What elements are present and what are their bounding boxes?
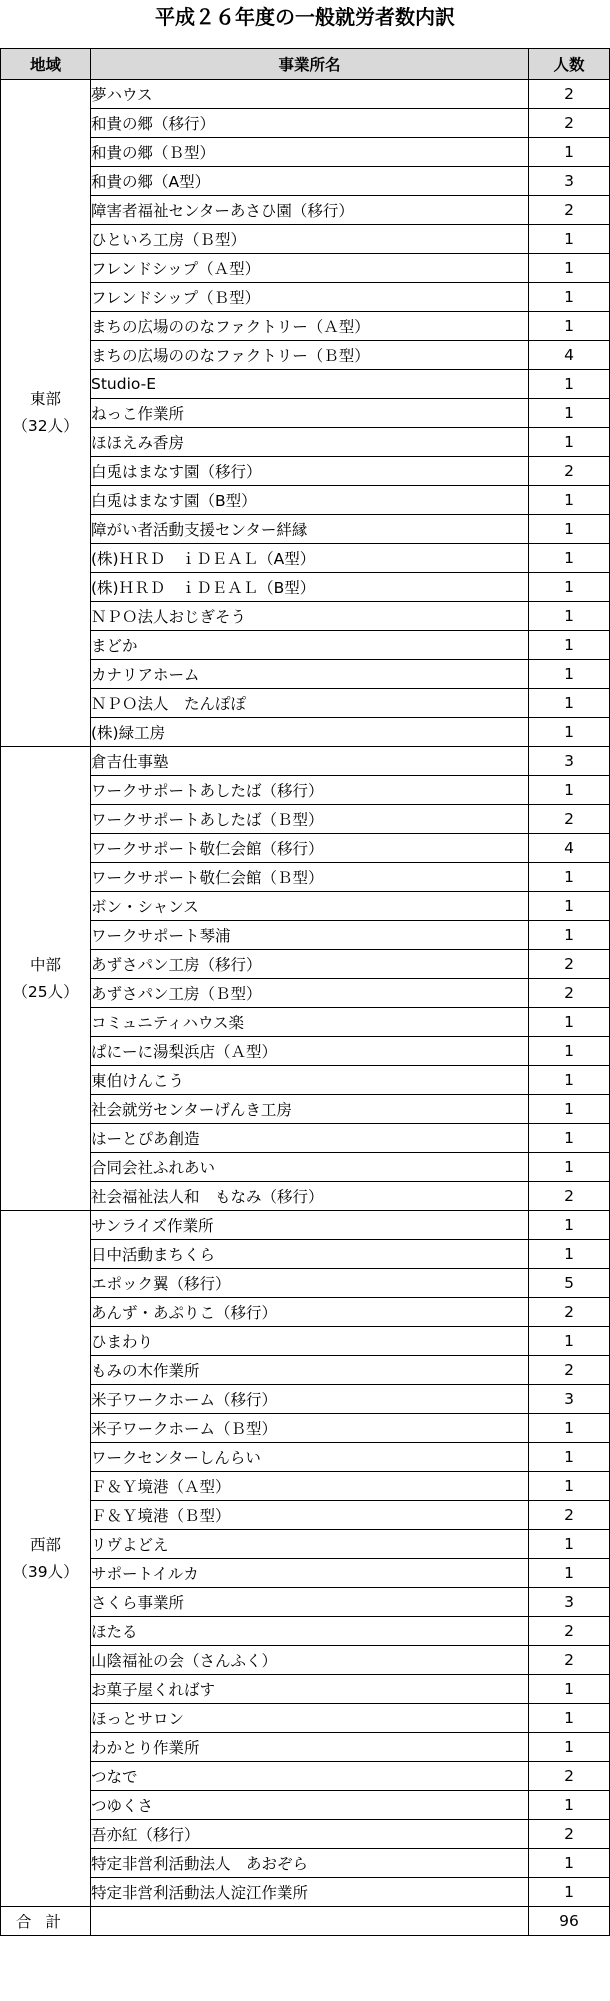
employee-count: 4	[529, 834, 610, 863]
employee-count: 1	[529, 1704, 610, 1733]
page-title: 平成２６年度の一般就労者数内訳	[155, 5, 455, 29]
table-row	[1, 979, 610, 1008]
region-cell	[1, 80, 91, 747]
office-name: ひといろ工房（Ｂ型）	[91, 225, 529, 254]
employee-count: 1	[529, 486, 610, 515]
employee-count: 1	[529, 225, 610, 254]
office-name: サポートイルカ	[91, 1559, 529, 1588]
table-row	[1, 399, 610, 428]
employee-count: 1	[529, 428, 610, 457]
region-subtotal: （25人）	[12, 982, 79, 1001]
header-region: 地域	[1, 49, 91, 80]
office-name: ほたる	[91, 1617, 529, 1646]
employee-count: 3	[529, 747, 610, 776]
region-name: 東部	[29, 390, 61, 408]
office-name: 白兎はまなす園（移行）	[91, 457, 529, 486]
employee-count: 1	[529, 1124, 610, 1153]
office-name: ねっこ作業所	[91, 399, 529, 428]
office-name: 和貴の郷（移行）	[91, 109, 529, 138]
office-name: フレンドシップ（Ｂ型）	[91, 283, 529, 312]
employee-count: 1	[529, 1849, 610, 1878]
office-name: 東伯けんこう	[91, 1066, 529, 1095]
table-row	[1, 1327, 610, 1356]
table-row	[1, 1878, 610, 1907]
office-name: ワークサポート敬仁会館（移行）	[91, 834, 529, 863]
table-row	[1, 573, 610, 602]
employee-count: 2	[529, 1356, 610, 1385]
table-row	[1, 689, 610, 718]
office-name: ワークサポートあしたば（移行）	[91, 776, 529, 805]
employee-count: 1	[529, 689, 610, 718]
office-name: Ｆ＆Ｙ境港（Ｂ型）	[91, 1501, 529, 1530]
office-name: 特定非営利活動法人淀江作業所	[91, 1878, 529, 1907]
employee-count: 1	[529, 399, 610, 428]
employee-count: 1	[529, 1443, 610, 1472]
employee-count: 1	[529, 1559, 610, 1588]
table-row	[1, 1124, 610, 1153]
office-name: リヴよどえ	[91, 1530, 529, 1559]
table-row	[1, 1472, 610, 1501]
employee-count: 2	[529, 805, 610, 834]
table-row	[1, 80, 610, 109]
employee-count: 1	[529, 573, 610, 602]
table-row	[1, 341, 610, 370]
office-name: サンライズ作業所	[91, 1211, 529, 1240]
employee-count: 1	[529, 254, 610, 283]
table-row	[1, 428, 610, 457]
table-row	[1, 1617, 610, 1646]
employee-count: 1	[529, 660, 610, 689]
office-name: ほっとサロン	[91, 1704, 529, 1733]
table-row	[1, 1414, 610, 1443]
office-name: コミュニティハウス楽	[91, 1008, 529, 1037]
office-name: つゆくさ	[91, 1791, 529, 1820]
table-row	[1, 1240, 610, 1269]
table-row	[1, 1704, 610, 1733]
employee-count: 1	[529, 1240, 610, 1269]
office-name: はーとぴあ創造	[91, 1124, 529, 1153]
table-row	[1, 631, 610, 660]
office-name: わかとり作業所	[91, 1733, 529, 1762]
employee-count: 3	[529, 1385, 610, 1414]
office-name: まちの広場ののなファクトリー（Ｂ型）	[91, 341, 529, 370]
table-row	[1, 1443, 610, 1472]
employee-count: 1	[529, 515, 610, 544]
table-row	[1, 1385, 610, 1414]
table-row	[1, 1037, 610, 1066]
table-row	[1, 805, 610, 834]
office-name: あずさパン工房（移行）	[91, 950, 529, 979]
employee-count: 1	[529, 1211, 610, 1240]
employee-count: 1	[529, 1153, 610, 1182]
table-row	[1, 1269, 610, 1298]
employee-count: 1	[529, 1095, 610, 1124]
office-name: 夢ハウス	[91, 80, 529, 109]
employee-count: 1	[529, 1675, 610, 1704]
office-name: 合同会社ふれあい	[91, 1153, 529, 1182]
table-row	[1, 1298, 610, 1327]
employee-count: 2	[529, 457, 610, 486]
table-row	[1, 834, 610, 863]
table-row	[1, 370, 610, 399]
table-row	[1, 109, 610, 138]
table-row	[1, 602, 610, 631]
office-name: Studio-E	[91, 370, 529, 399]
table-row	[1, 1588, 610, 1617]
table-row	[1, 486, 610, 515]
table-row	[1, 1820, 610, 1849]
region-subtotal: （32人）	[12, 417, 79, 435]
table-row	[1, 776, 610, 805]
table-row	[1, 1530, 610, 1559]
employee-count: 1	[529, 921, 610, 950]
table-row	[1, 457, 610, 486]
table-row	[1, 1008, 610, 1037]
total-spacer	[91, 1907, 529, 1936]
employee-count: 2	[529, 80, 610, 109]
table-row	[1, 515, 610, 544]
office-name: ワークセンターしんらい	[91, 1443, 529, 1472]
employee-count: 1	[529, 631, 610, 660]
employee-count: 2	[529, 979, 610, 1008]
office-name: 特定非営利活動法人 あおぞら	[91, 1849, 529, 1878]
office-name: 白兎はまなす園（B型）	[91, 486, 529, 515]
employee-count: 2	[529, 109, 610, 138]
office-name: 日中活動まちくら	[91, 1240, 529, 1269]
employee-count: 1	[529, 544, 610, 573]
employee-count: 2	[529, 1617, 610, 1646]
office-name: ＮＰＯ法人 たんぽぽ	[91, 689, 529, 718]
employee-count: 2	[529, 196, 610, 225]
office-name: ボン・シャンス	[91, 892, 529, 921]
table-row	[1, 718, 610, 747]
office-name: 吾亦紅（移行）	[91, 1820, 529, 1849]
table-row	[1, 1153, 610, 1182]
employee-count: 1	[529, 283, 610, 312]
total-row	[1, 1907, 610, 1936]
office-name: もみの木作業所	[91, 1356, 529, 1385]
office-name: 社会就労センターげんき工房	[91, 1095, 529, 1124]
office-name: 米子ワークホーム（Ｂ型）	[91, 1414, 529, 1443]
office-name: ＮＰＯ法人おじぎそう	[91, 602, 529, 631]
employee-count: 3	[529, 1588, 610, 1617]
employee-count: 1	[529, 718, 610, 747]
table-row	[1, 1646, 610, 1675]
office-name: 障がい者活動支援センター絆縁	[91, 515, 529, 544]
office-name: 和貴の郷（Ｂ型）	[91, 138, 529, 167]
region-subtotal: （39人）	[12, 1562, 79, 1581]
table-row	[1, 1559, 610, 1588]
table-row	[1, 167, 610, 196]
office-name: 米子ワークホーム（移行）	[91, 1385, 529, 1414]
employee-count: 5	[529, 1269, 610, 1298]
employee-count: 3	[529, 167, 610, 196]
office-name: エポック翼（移行）	[91, 1269, 529, 1298]
table-row	[1, 1356, 610, 1385]
table-row	[1, 1791, 610, 1820]
region-name: 西部	[29, 1535, 61, 1554]
table-row	[1, 1182, 610, 1211]
table-row	[1, 863, 610, 892]
office-name: ワークサポートあしたば（Ｂ型）	[91, 805, 529, 834]
employee-count: 4	[529, 341, 610, 370]
employee-count: 2	[529, 950, 610, 979]
employee-count: 1	[529, 892, 610, 921]
employee-count: 2	[529, 1182, 610, 1211]
employee-count: 2	[529, 1298, 610, 1327]
table-row	[1, 660, 610, 689]
office-name: 和貴の郷（A型）	[91, 167, 529, 196]
total-label: 合計	[1, 1907, 91, 1936]
employee-count: 2	[529, 1762, 610, 1791]
employee-count: 1	[529, 1472, 610, 1501]
office-name: (株)ＨＲＤ ｉＤＥＡＬ（A型）	[91, 544, 529, 573]
employee-count: 1	[529, 370, 610, 399]
office-name: ワークサポート敬仁会館（Ｂ型）	[91, 863, 529, 892]
employee-count: 2	[529, 1501, 610, 1530]
employee-count: 1	[529, 1066, 610, 1095]
region-cell	[1, 1211, 91, 1907]
employee-count: 1	[529, 138, 610, 167]
office-name: つなで	[91, 1762, 529, 1791]
employee-count: 1	[529, 1733, 610, 1762]
table-body	[1, 80, 610, 1907]
table-row	[1, 1675, 610, 1704]
table-row	[1, 225, 610, 254]
table-row	[1, 747, 610, 776]
office-name: ほほえみ香房	[91, 428, 529, 457]
office-name: 倉吉仕事塾	[91, 747, 529, 776]
table-row	[1, 950, 610, 979]
total-value: 96	[529, 1907, 610, 1936]
office-name: (株)緑工房	[91, 718, 529, 747]
employee-count: 1	[529, 602, 610, 631]
office-name: ひまわり	[91, 1327, 529, 1356]
office-name: あんず・あぷりこ（移行）	[91, 1298, 529, 1327]
table-row	[1, 892, 610, 921]
table-row	[1, 1211, 610, 1240]
office-name: 社会福祉法人和 もなみ（移行）	[91, 1182, 529, 1211]
table-row	[1, 1762, 610, 1791]
office-name: (株)ＨＲＤ ｉＤＥＡＬ（B型）	[91, 573, 529, 602]
employee-count: 1	[529, 1037, 610, 1066]
table-row	[1, 1095, 610, 1124]
office-name: 障害者福祉センターあさひ園（移行）	[91, 196, 529, 225]
employee-count: 1	[529, 1327, 610, 1356]
table-row	[1, 196, 610, 225]
office-name: 山陰福祉の会（さんふく）	[91, 1646, 529, 1675]
header-row	[1, 49, 610, 80]
employee-count: 2	[529, 1820, 610, 1849]
office-name: フレンドシップ（Ａ型）	[91, 254, 529, 283]
table-row	[1, 254, 610, 283]
office-name: Ｆ＆Ｙ境港（Ａ型）	[91, 1472, 529, 1501]
header-office: 事業所名	[91, 49, 529, 80]
table-row	[1, 544, 610, 573]
header-count: 人数	[529, 49, 610, 80]
office-name: まちの広場ののなファクトリー（Ａ型）	[91, 312, 529, 341]
employee-count: 1	[529, 1008, 610, 1037]
region-name: 中部	[29, 955, 61, 974]
employee-count: 1	[529, 1414, 610, 1443]
employee-count: 1	[529, 863, 610, 892]
employee-count: 1	[529, 1791, 610, 1820]
table-row	[1, 283, 610, 312]
office-name: さくら事業所	[91, 1588, 529, 1617]
table-row	[1, 138, 610, 167]
employee-count: 2	[529, 1646, 610, 1675]
employee-count: 1	[529, 312, 610, 341]
table-row	[1, 312, 610, 341]
employment-table	[0, 48, 610, 1936]
table-row	[1, 1733, 610, 1762]
office-name: カナリアホーム	[91, 660, 529, 689]
region-cell	[1, 747, 91, 1211]
employee-count: 1	[529, 776, 610, 805]
office-name: まどか	[91, 631, 529, 660]
office-name: あずさパン工房（Ｂ型）	[91, 979, 529, 1008]
office-name: お菓子屋くればす	[91, 1675, 529, 1704]
table-row	[1, 1849, 610, 1878]
table-row	[1, 1501, 610, 1530]
table-row	[1, 1066, 610, 1095]
employee-count: 1	[529, 1530, 610, 1559]
employee-count: 1	[529, 1878, 610, 1907]
office-name: ぱにーに湯梨浜店（Ａ型）	[91, 1037, 529, 1066]
table-row	[1, 921, 610, 950]
office-name: ワークサポート琴浦	[91, 921, 529, 950]
